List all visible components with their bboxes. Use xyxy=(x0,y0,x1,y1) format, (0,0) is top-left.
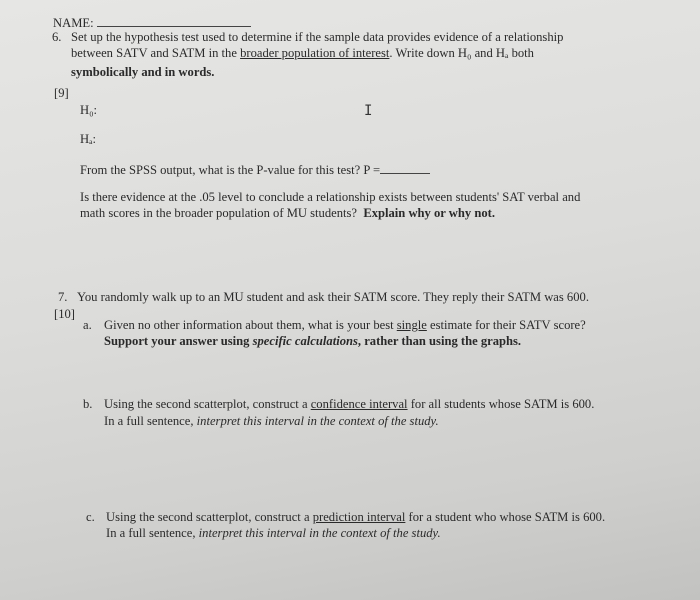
q7c-text: for a student who whose SATM is 600. xyxy=(405,510,606,524)
q7a-text: Given no other information about them, what is your best xyxy=(104,318,397,332)
q6-points: [9] xyxy=(54,86,69,100)
q7c-underlined-text: prediction interval xyxy=(312,510,406,524)
q7b-text: Using the second scatterplot, construct a xyxy=(104,397,311,411)
q6-line1: Set up the hypothesis test used to determine if the sample data provides evidence of a relationship xyxy=(71,30,564,44)
q7b-text: for all students whose SATM is 600. xyxy=(407,397,595,411)
name-label: NAME: xyxy=(53,16,94,30)
q7c-line1 xyxy=(106,510,605,525)
q7b-label: b. xyxy=(83,397,93,411)
q7b-line1 xyxy=(104,397,594,412)
q7b-text: In a full sentence, xyxy=(104,414,197,428)
evidence-line2 xyxy=(80,206,495,221)
q7c-text: Using the second scatterplot, construct a xyxy=(106,510,313,524)
name-field xyxy=(53,16,251,31)
q6-bold-text: symbolically and in words. xyxy=(71,65,215,79)
q7b-italic-text: interpret this interval in the context of the study. xyxy=(196,414,439,428)
q7a-line1 xyxy=(104,318,586,333)
q7c-line2 xyxy=(106,526,441,541)
name-blank[interactable] xyxy=(97,26,251,27)
pvalue-question xyxy=(80,163,430,178)
q7a-text: estimate for their SATV score? xyxy=(426,318,586,332)
pvalue-blank[interactable] xyxy=(380,173,430,174)
q6-text: . Write down H₀ and Hₐ both xyxy=(389,46,534,60)
evidence-bold-text: Explain why or why not. xyxy=(363,206,495,220)
q7b-line2 xyxy=(104,414,439,429)
q6-line2 xyxy=(71,46,534,61)
q6-number: 6. xyxy=(52,30,62,44)
evidence-line1: Is there evidence at the .05 level to conclude a relationship exists between students' SAT verbal and xyxy=(80,190,581,204)
q7a-bold-text: , rather than using the graphs. xyxy=(357,334,522,348)
q7a-italic-text: specific calculations xyxy=(252,334,358,348)
text-cursor-icon: I xyxy=(364,103,373,119)
evidence-text: math scores in the broader population of MU students? xyxy=(80,206,358,220)
q7c-italic-text: interpret this interval in the context of the study. xyxy=(198,526,441,540)
q7a-bold-text: Support your answer using xyxy=(104,334,253,348)
q7-points: [10] xyxy=(54,307,75,321)
q6-line3 xyxy=(71,65,214,80)
pvalue-text: From the SPSS output, what is the P-value for this test? P = xyxy=(80,163,381,177)
q7a-line2 xyxy=(104,334,521,349)
q7c-label: c. xyxy=(86,510,95,524)
q7a-underlined-text: single xyxy=(396,318,427,332)
q6-text: between SATV and SATM in the xyxy=(71,46,241,60)
q7a-label: a. xyxy=(83,318,92,332)
ha-label: Hₐ: xyxy=(80,132,97,146)
q7b-underlined-text: confidence interval xyxy=(310,397,408,411)
q7-line1: You randomly walk up to an MU student and ask their SATM score. They reply their SATM was 600. xyxy=(77,290,589,304)
q7c-text: In a full sentence, xyxy=(106,526,199,540)
q7-number: 7. xyxy=(58,290,68,304)
q6-underlined-text: broader population of interest xyxy=(240,46,390,60)
h0-label: H₀: xyxy=(80,103,97,117)
